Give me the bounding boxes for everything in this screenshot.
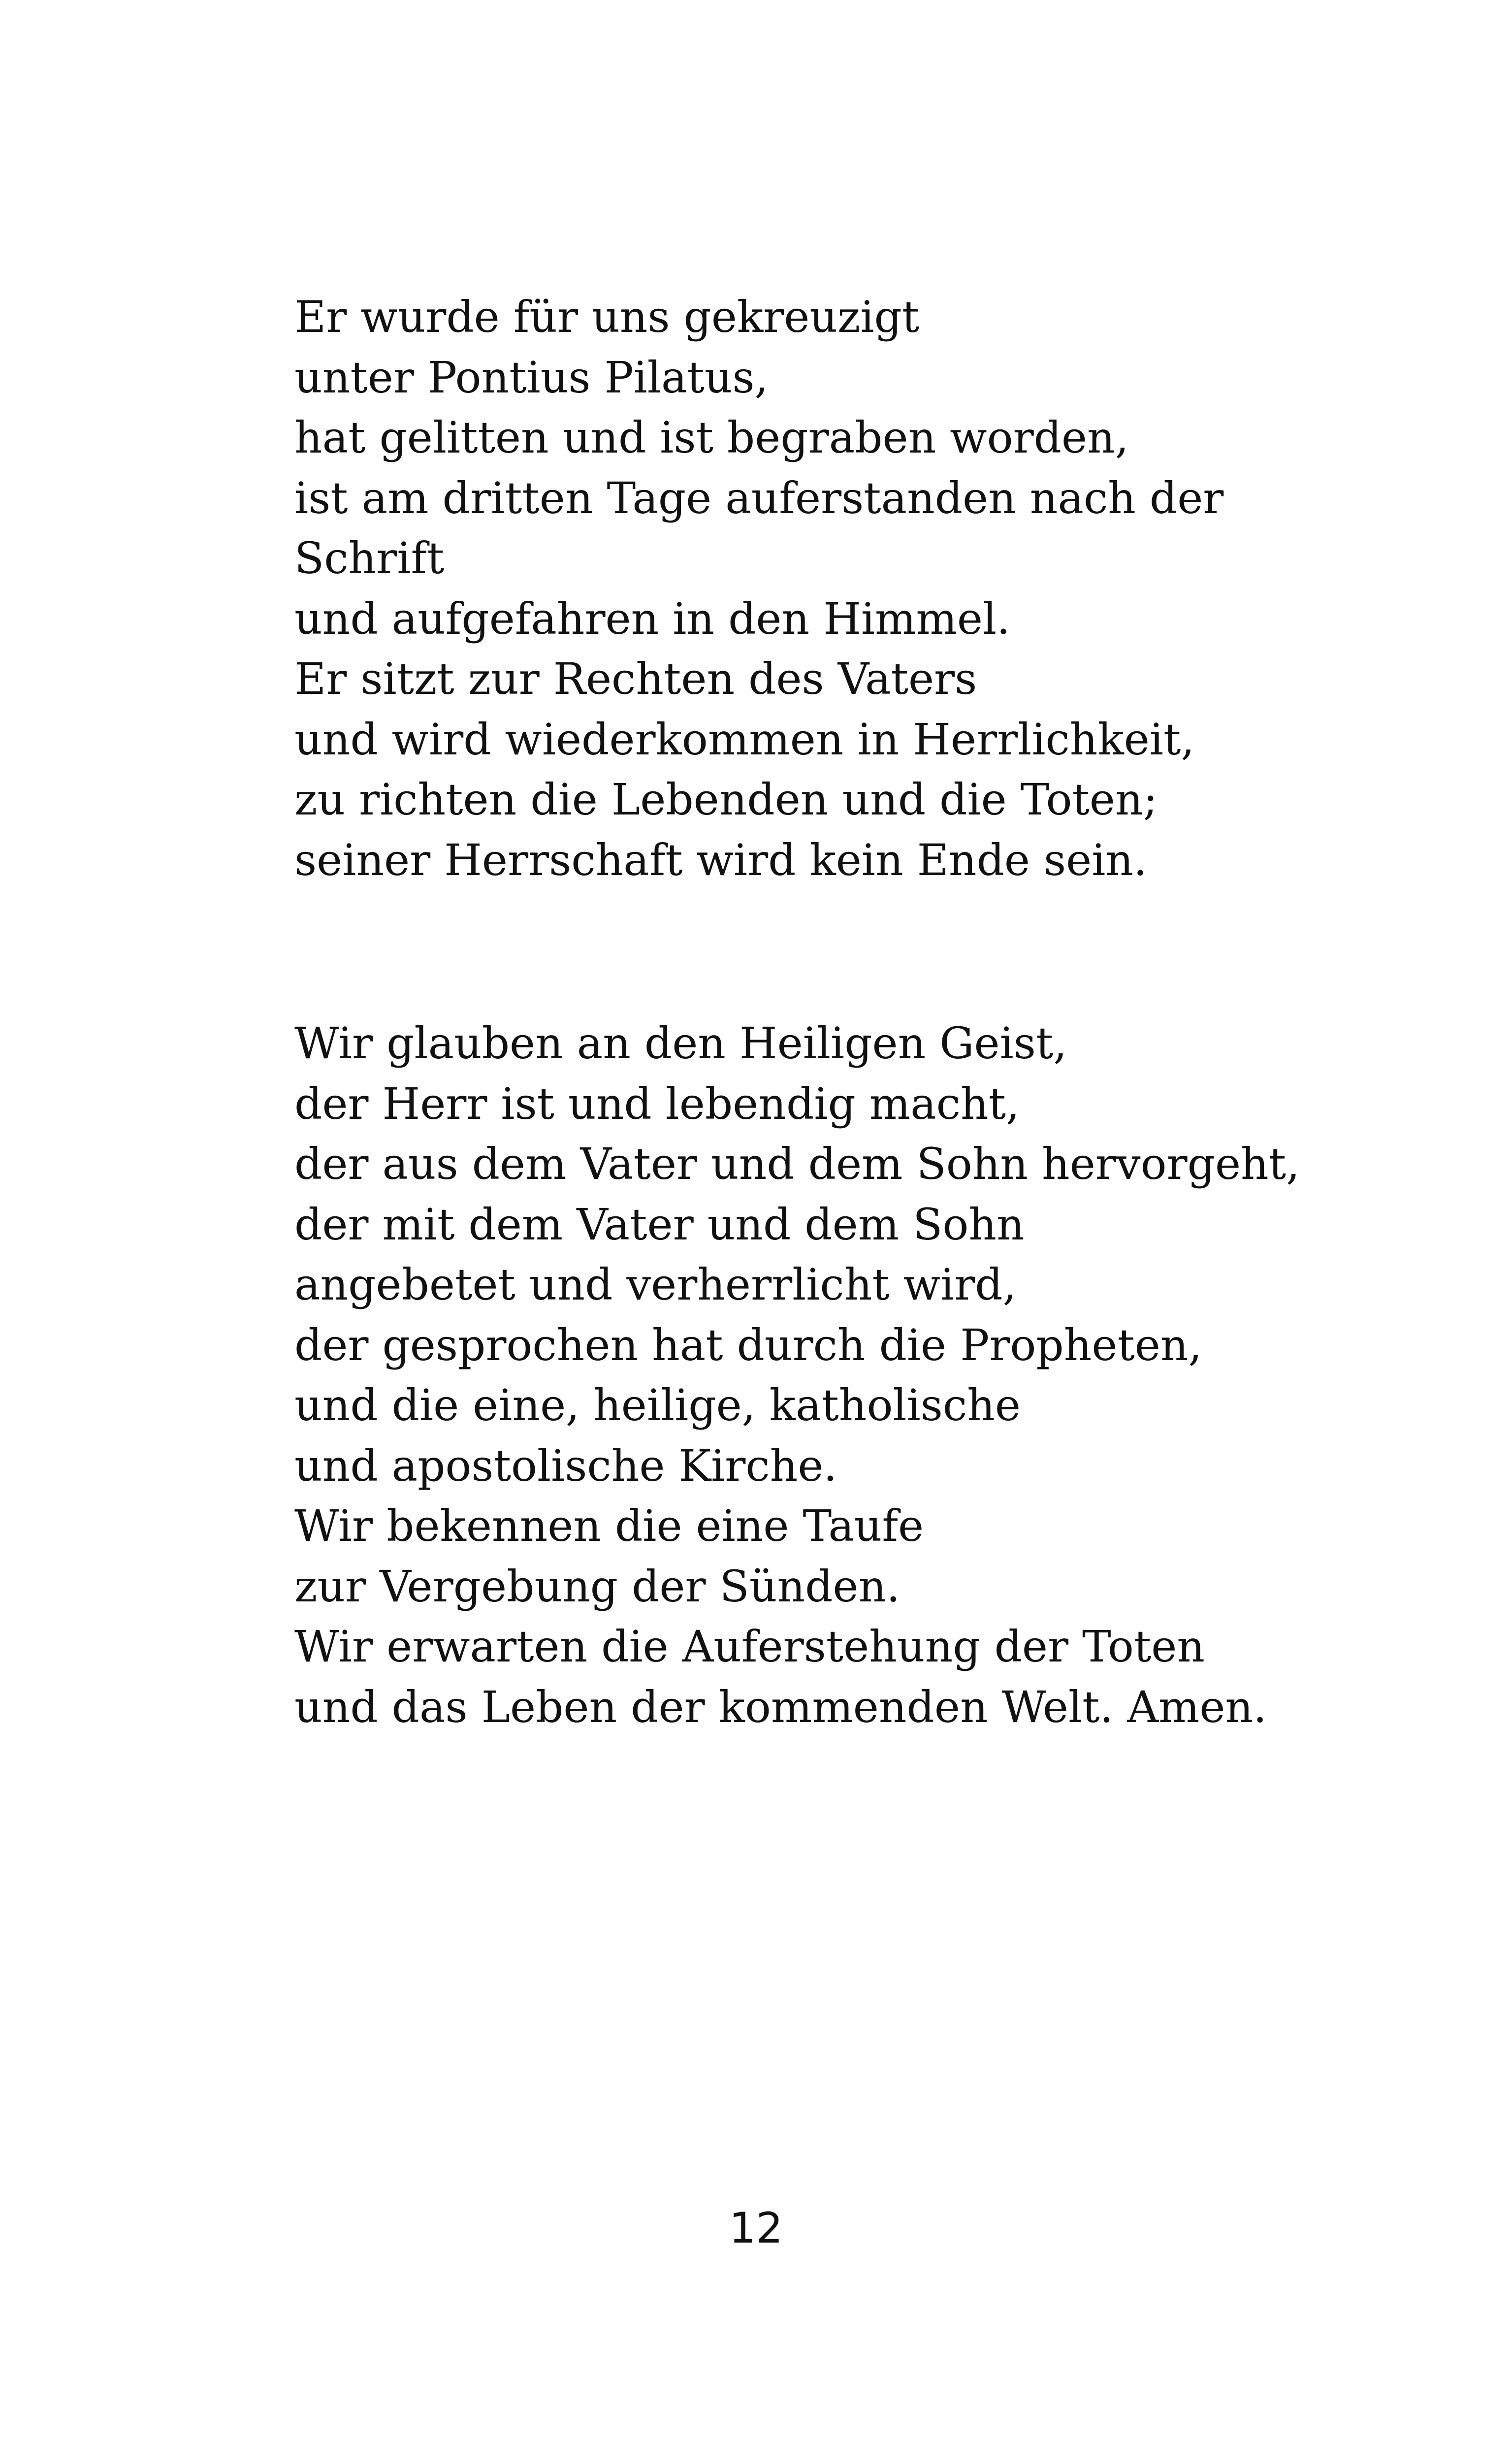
text-line: und aufgefahren in den Himmel. (294, 593, 1011, 644)
text-line: der gesprochen hat durch die Propheten, (294, 1319, 1202, 1370)
text-line: ist am dritten Tage auferstanden nach der (294, 472, 1224, 523)
text-line: angebetet und verherrlicht wird, (294, 1259, 1017, 1310)
text-line: unter Pontius Pilatus, (294, 352, 769, 403)
stanza-1 (294, 287, 1427, 890)
page-number: 12 (729, 2204, 783, 2253)
text-line: Er sitzt zur Rechten des Vaters (294, 653, 977, 704)
text-line: Wir glauben an den Heiligen Geist, (294, 1018, 1067, 1069)
text-line: zu richten die Lebenden und die Toten; (294, 774, 1158, 825)
text-line: Er wurde für uns gekreuzigt (294, 292, 920, 342)
text-line: Wir erwarten die Auferstehung der Toten (294, 1621, 1205, 1672)
text-line: seiner Herrschaft wird kein Ende sein. (294, 834, 1147, 885)
text-line: Wir bekennen die eine Taufe (294, 1500, 924, 1551)
text-line: zur Vergebung der Sünden. (294, 1561, 901, 1612)
stanza-2 (294, 1013, 1427, 1737)
text-line: der mit dem Vater und dem Sohn (294, 1199, 1025, 1250)
text-line: der Herr ist und lebendig macht, (294, 1078, 1020, 1129)
text-line: und wird wiederkommen in Herrlichkeit, (294, 714, 1195, 765)
text-line: und apostolische Kirche. (294, 1440, 837, 1491)
text-line: und die eine, heilige, katholische (294, 1380, 1021, 1431)
text-line: Schrift (294, 533, 445, 584)
text-line: der aus dem Vater und dem Sohn hervorgeht, (294, 1139, 1300, 1189)
text-line: hat gelitten und ist begraben worden, (294, 412, 1129, 463)
text-line: und das Leben der kommenden Welt. Amen. (294, 1681, 1267, 1732)
